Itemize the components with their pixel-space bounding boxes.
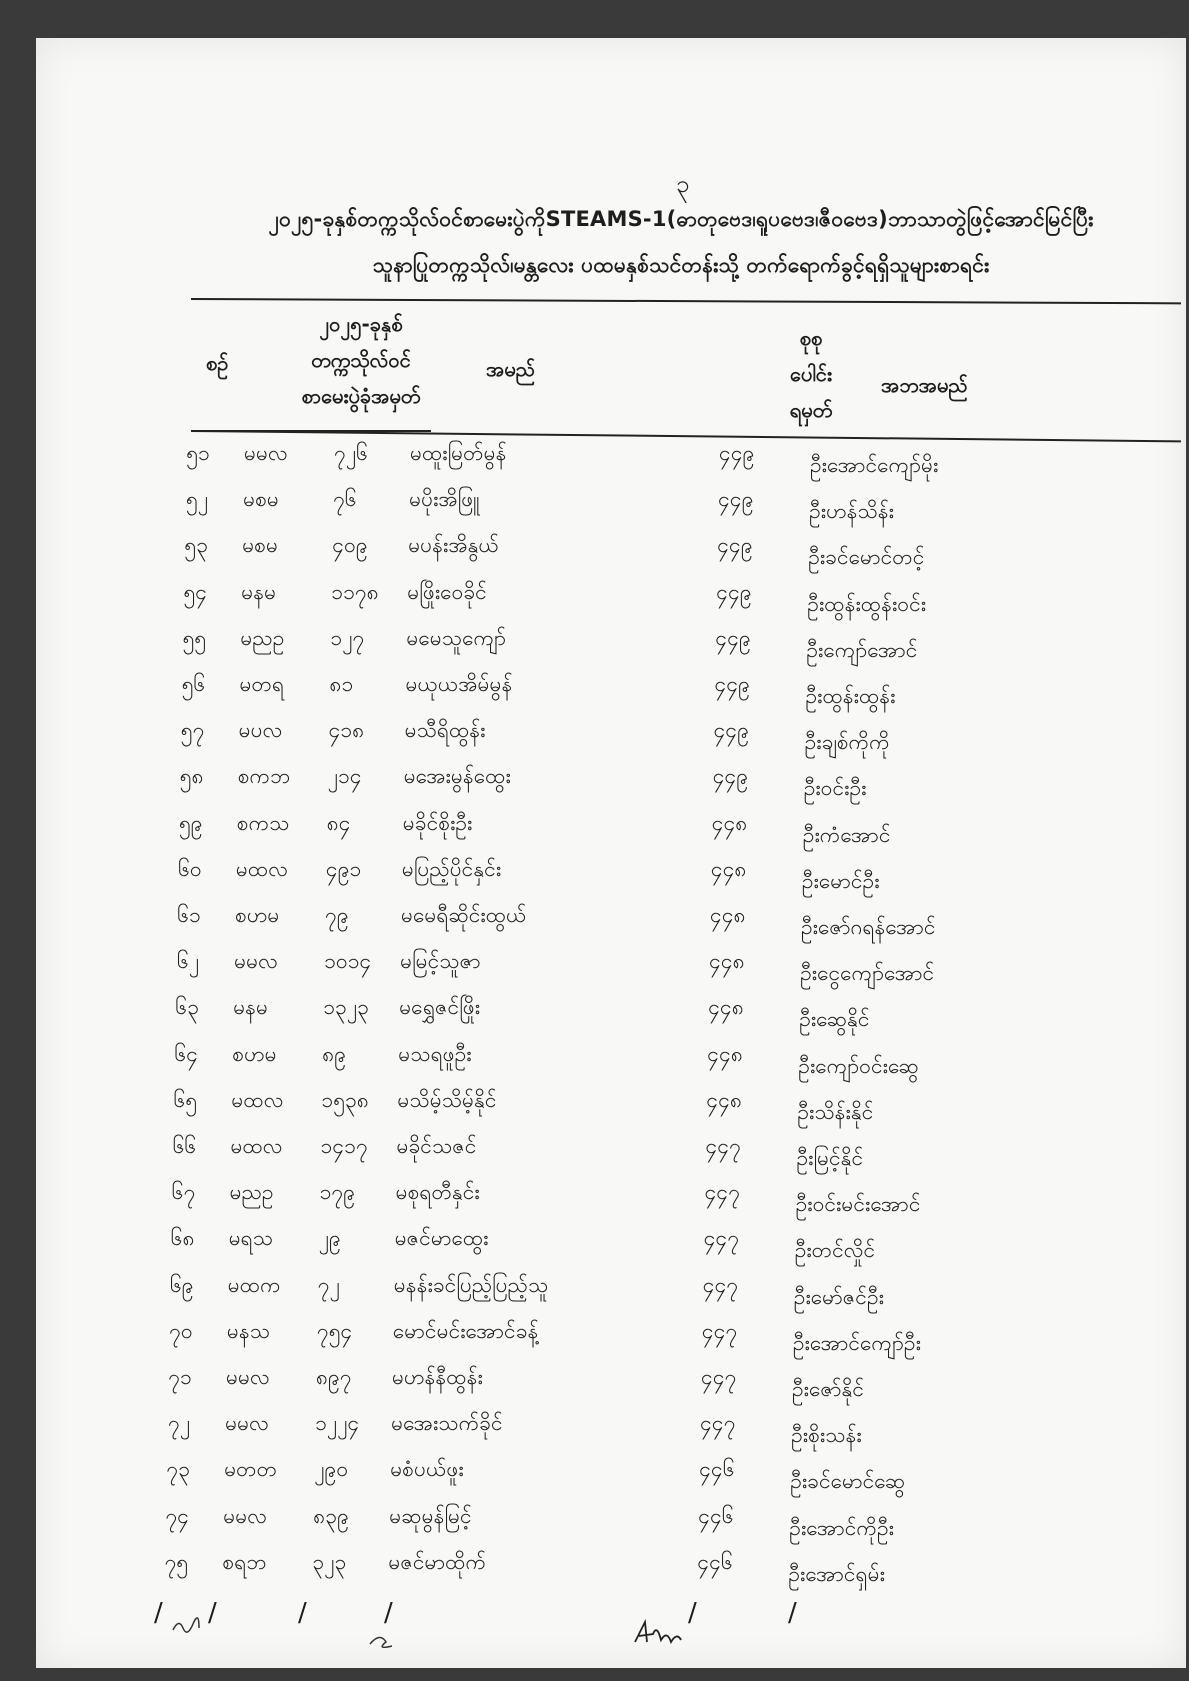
serial-number-cell: ၇၀ [169, 1318, 193, 1343]
exam-center-cell: မတရ [239, 672, 285, 696]
header-father-name: အဘအမည် [881, 373, 968, 397]
serial-number-cell: ၆၆ [172, 1134, 197, 1158]
father-name-cell: ဦးအောင်ကိုဦး [789, 1515, 894, 1540]
student-name-cell: မပန်းအိနွယ် [408, 533, 499, 558]
exam-center-cell: မထက [227, 1272, 281, 1297]
exam-center-cell: စကသ [236, 810, 290, 835]
total-marks-cell: ၄၄၇ [701, 1318, 738, 1343]
exam-center-cell: မညဥ [240, 625, 285, 650]
father-name-cell: ဦးမော်ဇင်ဦး [793, 1284, 884, 1309]
father-name-cell: ဦးကံအောင် [802, 822, 891, 847]
exam-center-cell: မမလ [234, 949, 278, 974]
table-row [161, 1087, 1189, 1133]
student-name-cell: မပိုးအိဖြူ [409, 487, 480, 512]
father-name-cell: ဦးဟန်သိန်း [809, 499, 894, 524]
roll-number-cell: ၁၂၇ [330, 625, 365, 650]
table-row [154, 1456, 1189, 1502]
exam-center-cell: မမလ [226, 1365, 270, 1389]
exam-center-cell: မထလ [230, 1134, 283, 1158]
table-row [174, 440, 1189, 486]
student-name-cell: မဆုမွန်မြင့် [389, 1503, 472, 1528]
slash-mark: / [154, 1598, 163, 1628]
header-total-marks-line-1: စုစု [799, 326, 823, 350]
roll-number-cell: ၄၀၉ [332, 533, 368, 558]
student-name-cell: မအေးသက်ခိုင် [391, 1411, 503, 1436]
student-name-cell: မမေသူကျော် [406, 625, 506, 650]
roll-number-cell: ၈၉၇ [316, 1365, 352, 1389]
exam-center-cell: မစမ [242, 533, 278, 558]
initial-signature [631, 1616, 701, 1650]
roll-number-cell: ၃၂၃ [312, 1549, 347, 1574]
exam-center-cell: မထလ [235, 856, 288, 881]
student-name-cell: မမြင့်သူဇာ [400, 949, 481, 974]
exam-center-cell: စဟမ [235, 903, 280, 927]
father-name-cell: ဦးကျော်အောင် [806, 637, 918, 662]
table-row [162, 1041, 1189, 1087]
total-marks-cell: ၄၄၇ [700, 1411, 736, 1436]
roll-number-cell: ၂၉၀ [314, 1457, 349, 1482]
student-name-cell: မစုရတီနှင်း [395, 1180, 480, 1205]
exam-center-cell: မမလ [225, 1411, 269, 1436]
roll-number-cell: ၁၇၉ [319, 1180, 356, 1205]
total-marks-cell: ၄၄၇ [701, 1365, 737, 1389]
serial-number-cell: ၅၄ [183, 579, 208, 604]
student-name-cell: မအေးမွန်ထွေး [403, 764, 511, 789]
slash-mark: / [208, 1598, 217, 1628]
total-marks-cell: ၄၄၈ [706, 1087, 743, 1112]
father-name-cell: ဦးခင်မောင်တင့် [808, 545, 925, 570]
exam-center-cell: စကဘ [237, 764, 291, 789]
roll-number-cell: ၈၄ [326, 810, 351, 835]
roll-number-cell: ၈၁ [329, 672, 354, 696]
serial-number-cell: ၆၀ [178, 856, 202, 881]
student-name-cell: မထူးမြတ်မွန် [410, 441, 507, 465]
exam-center-cell: မစမ [243, 487, 279, 512]
roll-number-cell: ၁၁၇၈ [331, 579, 379, 604]
header-name: အမည် [486, 357, 536, 381]
total-marks-cell: ၄၄၉ [718, 487, 754, 512]
serial-number-cell: ၇၁ [168, 1365, 192, 1389]
student-name-cell: မယုယအိမ်မွန် [405, 672, 513, 696]
serial-number-cell: ၆၂ [177, 949, 200, 974]
exam-center-cell: မမလ [223, 1503, 267, 1528]
student-name-cell: မခိုင်သဇင် [396, 1134, 477, 1158]
total-marks-cell: ၄၄၆ [699, 1457, 735, 1482]
total-marks-cell: ၄၄၇ [702, 1272, 739, 1297]
slash-mark: / [688, 1598, 697, 1628]
student-name-cell: မသိမ့်သိမ့်နိုင် [397, 1087, 497, 1112]
slash-mark: / [384, 1598, 393, 1628]
header-exam-roll-line-2: တက္ကသိုလ်ဝင် [311, 348, 411, 372]
serial-number-cell: ၆၅ [173, 1087, 198, 1112]
total-marks-cell: ၄၄၈ [710, 903, 746, 927]
table-row [169, 717, 1189, 763]
table-row [156, 1364, 1189, 1410]
student-name-cell: မဇင်မာထိုက် [388, 1549, 487, 1574]
father-name-cell: ဦးဇော်နိုင် [792, 1377, 865, 1401]
roll-number-cell: ၂၁၄ [327, 764, 362, 789]
table-row [159, 1225, 1189, 1271]
header-exam-roll [266, 306, 456, 414]
roll-number-cell: ၁၂၂၄ [315, 1411, 360, 1436]
table-row [158, 1272, 1189, 1318]
document-title-line-1: ၂၀၂၅-ခုနှစ်တက္ကသိုလ်ဝင်စာမေးပွဲကိုSTEAMS-1(ဓာတုဗေဒ၊ရူပဗေဒ၊ဇီဝဗေဒ)ဘာသာတွဲဖြင့်အောင်မြင်ပြီး [268, 207, 1094, 231]
header-exam-roll-line-1: ၂၀၂၅-ခုနှစ် [319, 312, 403, 336]
slash-mark: / [298, 1598, 307, 1628]
serial-number-cell: ၅၃ [184, 533, 208, 558]
father-name-cell: ဦးကျော်ဝင်းဆွေ [798, 1053, 919, 1078]
total-marks-cell: ၄၄၉ [714, 672, 750, 696]
roll-number-cell: ၂၉ [318, 1226, 341, 1251]
table-row [163, 994, 1189, 1040]
student-name-cell: မခိုင်စိုးဦး [402, 810, 473, 835]
exam-center-cell: မနသ [226, 1318, 271, 1343]
student-name-cell: မဇင်မာထွေး [394, 1226, 489, 1251]
table-top-rule [191, 298, 1181, 304]
table-row [173, 486, 1189, 532]
total-marks-cell: ၄၄၈ [710, 856, 747, 881]
father-name-cell: ဦးမောင်ဦး [801, 868, 880, 893]
serial-number-cell: ၆၉ [169, 1272, 194, 1297]
student-name-cell: မဖြိုးဝေခိုင် [407, 579, 487, 604]
exam-center-cell: မတတ [224, 1457, 278, 1482]
father-name-cell: ဦးဝင်းဦး [803, 776, 867, 801]
header-exam-roll-line-3: စာမေးပွဲခုံအမှတ် [301, 384, 421, 408]
serial-number-cell: ၇၄ [165, 1503, 190, 1528]
father-name-cell: ဦးသိန်းနိုင် [797, 1099, 874, 1124]
table-row [164, 948, 1189, 994]
roll-number-cell: ၇၉ [325, 903, 349, 927]
total-marks-cell: ၄၄၉ [719, 441, 755, 465]
table-row [153, 1503, 1189, 1549]
serial-number-cell: ၆၁ [177, 903, 201, 927]
father-name-cell: ဦးမြင့်နိုင် [796, 1146, 864, 1170]
slash-mark: / [788, 1598, 797, 1628]
exam-center-cell: မညဥ [229, 1180, 274, 1205]
total-marks-cell: ၄၄၇ [705, 1134, 741, 1158]
exam-center-cell: မရသ [228, 1226, 274, 1251]
roll-number-cell: ၁၅၃၈ [321, 1087, 369, 1112]
serial-number-cell: ၆၃ [175, 995, 199, 1020]
roll-number-cell: ၈၃၉ [313, 1503, 349, 1528]
father-name-cell: ဦးချစ်ကိုကို [804, 730, 890, 755]
roll-number-cell: ၇၂ [317, 1272, 340, 1297]
father-name-cell: ဦးခင်မောင်ဆွေ [790, 1469, 906, 1494]
student-name-cell: မရွှေဇင်ဖြိုး [399, 995, 481, 1020]
table-row [165, 902, 1189, 948]
exam-center-cell: မပလ [238, 718, 283, 743]
student-name-cell: မသီရိထွန်း [404, 718, 486, 743]
father-name-cell: ဦးအောင်ကျော်ဦး [792, 1330, 921, 1355]
initial-signature [366, 1628, 396, 1652]
initial-signature [171, 1616, 201, 1636]
table-row [168, 763, 1189, 809]
exam-center-cell: မနမ [241, 579, 277, 604]
table-row [170, 671, 1189, 717]
father-name-cell: ဦးအောင်ရှမ်း [788, 1561, 885, 1586]
exam-center-cell: စဟမ [232, 1041, 277, 1066]
table-row [152, 1549, 1189, 1595]
roll-number-cell: ၁၀၁၄ [324, 949, 372, 974]
student-name-cell: မဟန်နီထွန်း [392, 1365, 483, 1389]
roll-number-cell: ၇၅၄ [316, 1318, 353, 1343]
total-marks-cell: ၄၄၆ [697, 1549, 733, 1574]
roll-number-cell: ၁၃၂၃ [323, 995, 369, 1020]
page-number: ၃ [676, 170, 690, 198]
father-name-cell: ဦးဇော်ဂရန်အောင် [801, 915, 936, 939]
father-name-cell: ဦးဝင်းမင်းအောင် [795, 1192, 921, 1217]
roll-number-cell: ၇၆ [333, 487, 357, 512]
serial-number-cell: ၇၃ [166, 1457, 190, 1482]
serial-number-cell: ၅၇ [180, 718, 205, 743]
total-marks-cell: ၄၄၈ [709, 949, 745, 974]
father-name-cell: ဦးငွေကျော်အောင် [800, 961, 935, 986]
total-marks-cell: ၄၄၈ [708, 995, 744, 1020]
header-total-marks-line-3: ရမှတ် [789, 398, 833, 422]
exam-center-cell: စရဘ [222, 1549, 267, 1574]
father-name-cell: ဦးအောင်ကျော်မိုး [810, 453, 939, 477]
exam-center-cell: မနမ [233, 995, 269, 1020]
student-name-cell: မသရဖူဦး [398, 1041, 472, 1066]
total-marks-cell: ၄၄၈ [711, 810, 748, 835]
student-name-cell: မမေရီဆိုင်းထွယ် [401, 903, 527, 927]
total-marks-cell: ၄၄၉ [712, 764, 749, 789]
document-title-line-2: သူနာပြုတက္ကသိုလ်၊မန္တလေး ပထမနှစ်သင်တန်းသို့ တက်ရောက်ခွင့်ရရှိသူများစာရင်း [372, 253, 990, 277]
table-row [157, 1318, 1189, 1364]
father-name-cell: ဦးစိုးသန်း [791, 1423, 862, 1448]
student-name-cell: မပြည့်ပိုင်နှင်း [401, 856, 502, 881]
serial-number-cell: ၅၈ [179, 764, 204, 789]
serial-number-cell: ၅၂ [186, 487, 209, 512]
table-row [170, 625, 1189, 671]
total-marks-cell: ၄၄၉ [717, 533, 753, 558]
total-marks-cell: ၄၄၇ [703, 1226, 740, 1251]
serial-number-cell: ၅၁ [186, 441, 210, 465]
document-page [36, 38, 1186, 1668]
father-name-cell: ဦးတင်လှိုင် [794, 1238, 876, 1263]
exam-center-cell: မမလ [244, 441, 288, 465]
total-marks-cell: ၄၄၈ [707, 1041, 743, 1066]
total-marks-cell: ၄၄၆ [698, 1503, 734, 1528]
total-marks-cell: ၄၄၉ [716, 579, 752, 604]
header-serial-number: စဉ် [206, 351, 229, 375]
student-name-cell: မနန်းခင်ပြည့်ပြည့်သူ [393, 1272, 549, 1297]
student-name-cell: မောင်မင်းအောင်ခန့် [392, 1318, 539, 1343]
father-name-cell: ဦးဆွေနိုင် [799, 1007, 870, 1032]
table-row [155, 1410, 1189, 1456]
roll-number-cell: ၁၄၁၇ [320, 1134, 368, 1158]
roll-number-cell: ၄၉၁ [325, 856, 362, 881]
total-marks-cell: ၄၄၉ [713, 718, 750, 743]
table-row [160, 1179, 1189, 1225]
student-name-cell: မစံပယ်ဖူး [390, 1457, 464, 1482]
roll-number-cell: ၇၂၆ [334, 441, 368, 465]
table-row [171, 579, 1189, 625]
serial-number-cell: ၅၅ [182, 625, 207, 650]
roll-number-cell: ၈၉ [322, 1041, 347, 1066]
serial-number-cell: ၆၄ [174, 1041, 199, 1066]
header-total-marks [766, 320, 856, 428]
exam-center-cell: မထလ [231, 1087, 284, 1112]
table-row [161, 1133, 1189, 1179]
serial-number-cell: ၇၅ [164, 1549, 189, 1574]
table-row [172, 532, 1189, 578]
father-name-cell: ဦးထွန်းထွန်းဝင်း [807, 591, 927, 616]
serial-number-cell: ၅၉ [178, 810, 203, 835]
total-marks-cell: ၄၄၇ [704, 1180, 741, 1205]
signature-marks-row [36, 1598, 1186, 1638]
serial-number-cell: ၆၇ [171, 1180, 196, 1205]
serial-number-cell: ၅၆ [181, 672, 206, 696]
table-row [166, 856, 1189, 902]
roll-number-cell: ၄၁၈ [328, 718, 365, 743]
serial-number-cell: ၇၂ [168, 1411, 191, 1436]
father-name-cell: ဦးထွန်းထွန်း [805, 684, 896, 708]
header-total-marks-line-2: ပေါင်း [790, 362, 832, 386]
serial-number-cell: ၆၈ [170, 1226, 195, 1251]
table-row [167, 810, 1189, 856]
total-marks-cell: ၄၄၉ [715, 625, 751, 650]
